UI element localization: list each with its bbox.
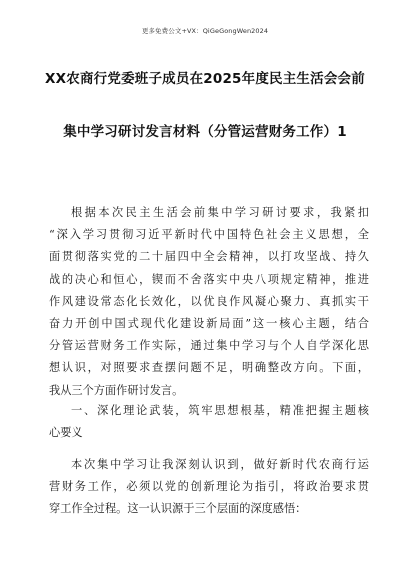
paragraph-line: 本次集中学习让我深刻认识到，做好新时代农商行运 bbox=[71, 458, 369, 471]
paragraph-line: 根据本次民主生活会前集中学习研讨要求，我紧扣 bbox=[71, 206, 369, 219]
section-heading-line: 心要义 bbox=[49, 426, 83, 440]
section-heading bbox=[49, 400, 369, 444]
document-title-line-2: 集中学习研讨发言材料（分管运营财务工作）1 bbox=[63, 124, 347, 140]
paragraph-line: 想认识，对照要求查摆问题不足，明确整改方向。下面， bbox=[49, 361, 369, 375]
header-note: 更多免费公文+VX：QiGeGongWen2024 bbox=[141, 27, 269, 35]
paragraph-line: 奋力开创中国式现代化建设新局面”这一核心主题，结合 bbox=[49, 317, 369, 331]
paragraph-line: 穿工作全过程。这一认识源于三个层面的深度感悟： bbox=[49, 502, 307, 516]
section-heading-line: 一、深化理论武装，筑牢思想根基，精准把握主题核 bbox=[71, 404, 369, 417]
paragraph-intro bbox=[49, 202, 369, 402]
paragraph-section-1 bbox=[49, 454, 369, 521]
paragraph-line: 面贯彻落实党的二十届四中全会精神，以打攻坚战、持久 bbox=[49, 250, 369, 264]
paragraph-line: 分管运营财务工作实际，通过集中学习与个人自学深化思 bbox=[49, 339, 369, 353]
paragraph-line: 我从三个方面作研讨发言。 bbox=[49, 383, 184, 397]
paragraph-line: 战的决心和恒心，锲而不舍落实中央八项规定精神，推进 bbox=[49, 272, 369, 286]
paragraph-line: “深入学习贯彻习近平新时代中国特色社会主义思想，全 bbox=[49, 228, 369, 242]
paragraph-line: 作风建设常态化长效化，以优良作风凝心聚力、真抓实干 bbox=[49, 294, 369, 308]
document-title-line-1: XX农商行党委班子成员在2025年度民主生活会会前 bbox=[45, 71, 365, 87]
paragraph-line: 营财务工作，必须以党的创新理论为指引，将政治要求贯 bbox=[49, 480, 369, 494]
